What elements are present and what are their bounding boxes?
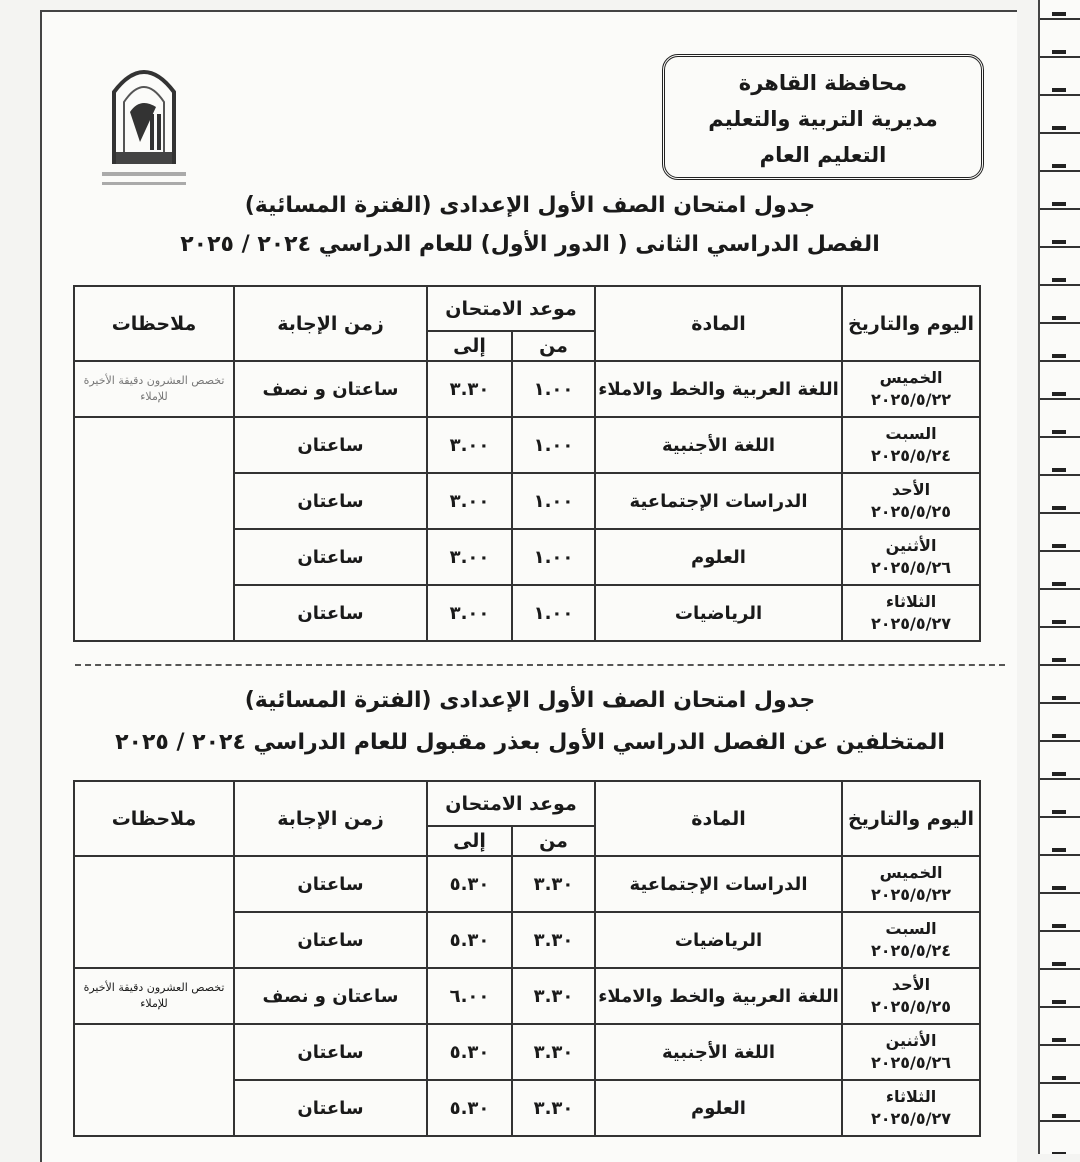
duration-cell: ساعتان و نصف [234, 361, 427, 417]
day-name: الأحد [891, 480, 931, 499]
subject-cell: الدراسات الإجتماعية [595, 473, 842, 529]
day-date-cell [842, 968, 980, 1024]
issuer-header-box [662, 54, 984, 180]
table-row [74, 1024, 980, 1080]
exam-date: ٢٠٢٥/٥/٢٤ [870, 941, 952, 960]
col-duration: زمن الإجابة [234, 286, 427, 361]
exam-date: ٢٠٢٥/٥/٢٦ [870, 558, 952, 577]
duration-cell: ساعتان [234, 417, 427, 473]
exam-schedule-table-2 [73, 780, 981, 1137]
col-day-date: اليوم والتاريخ [842, 781, 980, 856]
day-name: الأثنين [885, 536, 937, 555]
subject-cell: الرياضيات [595, 585, 842, 641]
subject-cell: اللغة العربية والخط والاملاء [595, 361, 842, 417]
to-cell: ٥.٣٠ [427, 856, 512, 912]
day-date-cell [842, 529, 980, 585]
notes-cell [74, 1024, 234, 1136]
to-cell: ٣.٠٠ [427, 417, 512, 473]
to-cell: ٣.٠٠ [427, 529, 512, 585]
duration-cell: ساعتان [234, 912, 427, 968]
duration-cell: ساعتان [234, 585, 427, 641]
day-name: السبت [885, 919, 937, 938]
subject-cell: اللغة الأجنبية [595, 1024, 842, 1080]
to-cell: ٣.٣٠ [427, 361, 512, 417]
day-date-cell [842, 856, 980, 912]
col-subject: المادة [595, 781, 842, 856]
day-name: الخميس [879, 368, 943, 387]
from-cell: ١.٠٠ [512, 529, 595, 585]
notes-cell: تخصص العشرون دقيقة الأخيرة للإملاء [74, 968, 234, 1024]
notes-cell: تخصص العشرون دقيقة الأخيرة للإملاء [74, 361, 234, 417]
department-line: التعليم العام [759, 143, 887, 167]
section-divider [75, 664, 1005, 666]
day-date-cell [842, 473, 980, 529]
to-cell: ٥.٣٠ [427, 1024, 512, 1080]
from-cell: ١.٠٠ [512, 585, 595, 641]
day-date-cell [842, 585, 980, 641]
day-name: الخميس [879, 863, 943, 882]
table-row [74, 968, 980, 1024]
col-to: إلى [427, 331, 512, 361]
duration-cell: ساعتان [234, 1080, 427, 1136]
subject-cell: اللغة الأجنبية [595, 417, 842, 473]
day-date-cell [842, 1080, 980, 1136]
day-name: الأحد [891, 975, 931, 994]
day-name: الثلاثاء [885, 592, 937, 611]
col-from: من [512, 331, 595, 361]
exam-date: ٢٠٢٥/٥/٢٢ [870, 885, 952, 904]
subject-cell: اللغة العربية والخط والاملاء [595, 968, 842, 1024]
from-cell: ١.٠٠ [512, 473, 595, 529]
table-row [74, 361, 980, 417]
col-schedule: موعد الامتحان [427, 286, 595, 331]
col-day-date: اليوم والتاريخ [842, 286, 980, 361]
from-cell: ٣.٣٠ [512, 1024, 595, 1080]
from-cell: ٣.٣٠ [512, 856, 595, 912]
to-cell: ٥.٣٠ [427, 1080, 512, 1136]
duration-cell: ساعتان و نصف [234, 968, 427, 1024]
table-row [74, 856, 980, 912]
col-duration: زمن الإجابة [234, 781, 427, 856]
col-notes: ملاحظات [74, 286, 234, 361]
section2-subtitle: المتخلفين عن الفصل الدراسي الأول بعذر مقبول للعام الدراسي ٢٠٢٤ / ٢٠٢٥ [115, 730, 945, 755]
to-cell: ٥.٣٠ [427, 912, 512, 968]
to-cell: ٣.٠٠ [427, 585, 512, 641]
day-date-cell [842, 1024, 980, 1080]
cairo-governorate-logo [100, 52, 188, 192]
to-cell: ٦.٠٠ [427, 968, 512, 1024]
col-notes: ملاحظات [74, 781, 234, 856]
decorative-border [1038, 0, 1080, 1154]
table-row [74, 417, 980, 473]
section2-title: جدول امتحان الصف الأول الإعدادى (الفترة المسائية) [244, 688, 816, 713]
subject-cell: العلوم [595, 1080, 842, 1136]
col-subject: المادة [595, 286, 842, 361]
exam-date: ٢٠٢٥/٥/٢٧ [870, 1109, 952, 1128]
duration-cell: ساعتان [234, 1024, 427, 1080]
exam-date: ٢٠٢٥/٥/٢٦ [870, 1053, 952, 1072]
section1-title: جدول امتحان الصف الأول الإعدادى (الفترة المسائية) [244, 193, 816, 218]
day-name: الأثنين [885, 1031, 937, 1050]
day-name: السبت [885, 424, 937, 443]
col-from: من [512, 826, 595, 856]
exam-date: ٢٠٢٥/٥/٢٢ [870, 390, 952, 409]
day-date-cell [842, 912, 980, 968]
day-name: الثلاثاء [885, 1087, 937, 1106]
subject-cell: العلوم [595, 529, 842, 585]
duration-cell: ساعتان [234, 529, 427, 585]
directorate-line: مديرية التربية والتعليم [708, 107, 938, 131]
from-cell: ١.٠٠ [512, 361, 595, 417]
governorate-line: محافظة القاهرة [738, 71, 908, 95]
exam-date: ٢٠٢٥/٥/٢٥ [870, 502, 952, 521]
from-cell: ٣.٣٠ [512, 968, 595, 1024]
to-cell: ٣.٠٠ [427, 473, 512, 529]
col-to: إلى [427, 826, 512, 856]
day-date-cell [842, 417, 980, 473]
notes-cell [74, 417, 234, 641]
subject-cell: الدراسات الإجتماعية [595, 856, 842, 912]
subject-cell: الرياضيات [595, 912, 842, 968]
exam-schedule-table-1 [73, 285, 981, 642]
duration-cell: ساعتان [234, 473, 427, 529]
from-cell: ٣.٣٠ [512, 912, 595, 968]
duration-cell: ساعتان [234, 856, 427, 912]
col-schedule: موعد الامتحان [427, 781, 595, 826]
from-cell: ٣.٣٠ [512, 1080, 595, 1136]
exam-date: ٢٠٢٥/٥/٢٤ [870, 446, 952, 465]
day-date-cell [842, 361, 980, 417]
exam-date: ٢٠٢٥/٥/٢٧ [870, 614, 952, 633]
exam-date: ٢٠٢٥/٥/٢٥ [870, 997, 952, 1016]
from-cell: ١.٠٠ [512, 417, 595, 473]
section1-subtitle: الفصل الدراسي الثانى ( الدور الأول) للعام الدراسي ٢٠٢٤ / ٢٠٢٥ [180, 232, 880, 257]
notes-cell [74, 856, 234, 968]
